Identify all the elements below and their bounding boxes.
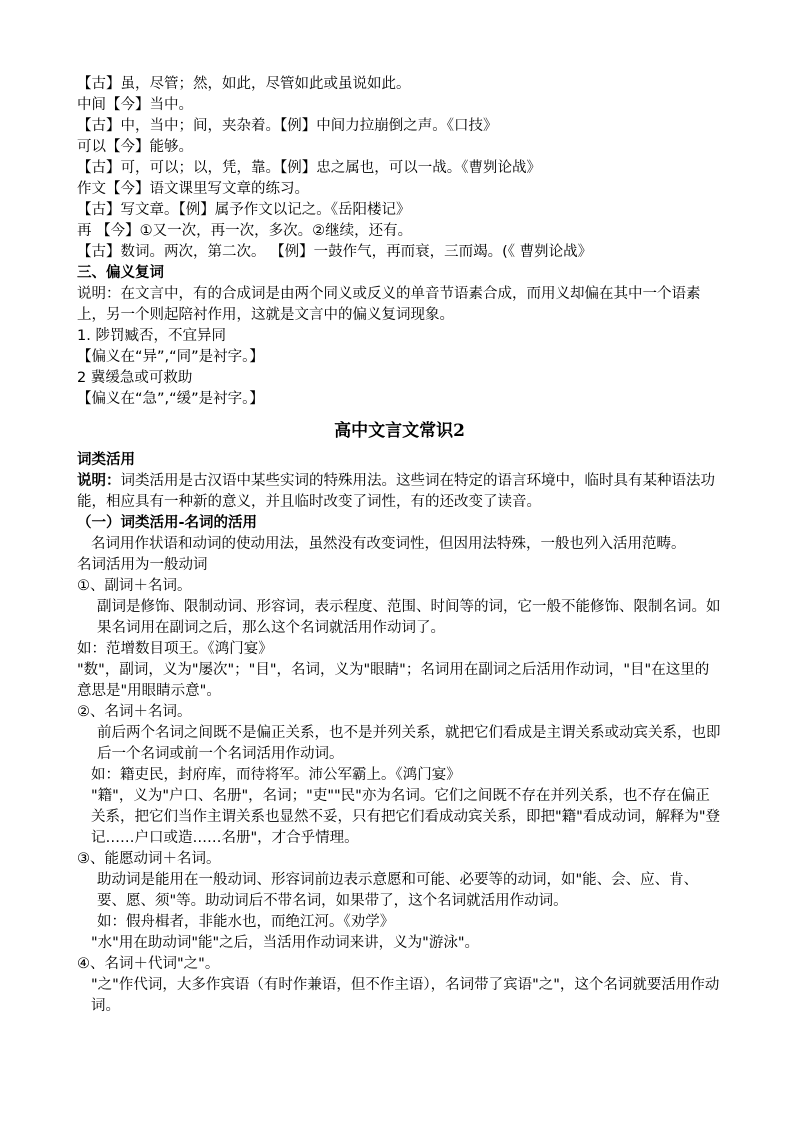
general-heading: 名词活用为一般动词 [77, 557, 208, 573]
rule-example: 如：假舟楫者，非能水也，而绝江河。《劝学》 [97, 914, 395, 930]
example-line: 1. 陟罚臧否，不宜异同 [77, 328, 226, 344]
rule-item: ②、名词＋名词。 [77, 704, 192, 720]
rule-item: ①、副词＋名词。 [77, 578, 192, 594]
example-note: 【偏义在“急”,“缓”是衬字。】 [77, 391, 264, 407]
subsection-heading: （一）词类活用-名词的活用 [77, 515, 258, 531]
intro-paragraph: 名词用作状语和动词的使动用法，虽然没有改变词性，但因用法特殊，一般也列入活用范畴。 [91, 536, 686, 552]
text-line: 【古】中，当中；间，夹杂着。【例】中间力拉崩倒之声。《口技》 [77, 118, 498, 134]
rule-explanation: "籍"，义为"户口、名册"，名词；"吏""民"亦为名词。它们之间既不存在并列关系，也不存在偏正关系，把它们当作主谓关系也显然不妥，只有把它们看成动宾关系，即把"籍"看成动词，解释为"登记……户口或造……名册"，才合乎情理。 [91, 788, 721, 846]
description-label: 说明： [77, 473, 121, 489]
text-line: 【古】写文章。【例】属予作文以记之。《岳阳楼记》 [77, 202, 411, 218]
rule-example: 如：籍吏民，封府库，而待将军。沛公军霸上。《鸿门宴》 [91, 767, 461, 783]
section-description: 说明：在文言中，有的合成词是由两个同义或反义的单音节语素合成，而用义却偏在其中一个语素上，另一个则起陪衬作用，这就是文言中的偏义复词现象。 [77, 286, 701, 323]
text-line: 【古】可，可以；以，凭，靠。【例】忠之属也，可以一战。《曹刿论战》 [77, 160, 541, 176]
section-heading: 三、偏义复词 [77, 265, 164, 281]
rule-item: ③、能愿动词＋名词。 [77, 851, 221, 867]
topic-description [77, 471, 722, 513]
text-line: 作文【今】语文课里写文章的练习。 [77, 181, 309, 197]
example-note: 【偏义在“异”,“同”是衬字。】 [77, 349, 264, 365]
rule-description: 前后两个名词之间既不是偏正关系，也不是并列关系，就把它们看成是主谓关系或动宾关系，也即后一个名词或前一个名词活用作动词。 [97, 725, 721, 762]
rule-explanation: "水"用在助动词"能"之后，当活用作动词来讲，义为"游泳"。 [91, 935, 480, 951]
rule-description: "之"作代词，大多作宾语（有时作兼语，但不作主语），名词带了宾语"之"，这个名词就要活用作动词。 [91, 977, 720, 1014]
text-line: 再 【今】①又一次，再一次，多次。②继续，还有。 [77, 223, 413, 239]
text-line: 【古】虽，尽管；然，如此，尽管如此或虽说如此。 [77, 76, 411, 92]
description-text: 词类活用是古汉语中某些实词的特殊用法。这些词在特定的语言环境中，临时具有某种语法功能，相应具有一种新的意义，并且临时改变了词性，有的还改变了读音。 [77, 473, 715, 510]
text-line: 可以【今】能够。 [77, 139, 193, 155]
rule-description: 助动词是能用在一般动词、形容词前边表示意愿和可能、必要等的动词，如"能、会、应、肯、要、愿、须"等。助动词后不带名词，如果带了，这个名词就活用作动词。 [97, 872, 699, 909]
text-line: 中间【今】当中。 [77, 97, 193, 113]
text-line: 【古】数词。两次，第二次。 【例】一鼓作气，再而衰，三而竭。(《 曹刿论战》 [77, 244, 593, 260]
rule-description: 副词是修饰、限制动词、形容词，表示程度、范围、时间等的词，它一般不能修饰、限制名词。如果名词用在副词之后，那么这个名词就活用作动词了。 [97, 599, 721, 636]
example-line: 2 冀缓急或可救助 [77, 370, 193, 386]
rule-item: ④、名词＋代词"之"。 [77, 956, 220, 972]
topic-heading: 词类活用 [77, 452, 135, 468]
page-title: 高中文言文常识2 [334, 421, 465, 441]
rule-explanation: "数"，副词，义为"屡次"；"目"，名词，义为"眼睛"；名词用在副词之后活用作动词，"目"在这里的意思是"用眼睛示意"。 [77, 662, 710, 699]
rule-example: 如：范增数目项王。《鸿门宴》 [77, 641, 273, 657]
document-page [77, 74, 722, 1017]
